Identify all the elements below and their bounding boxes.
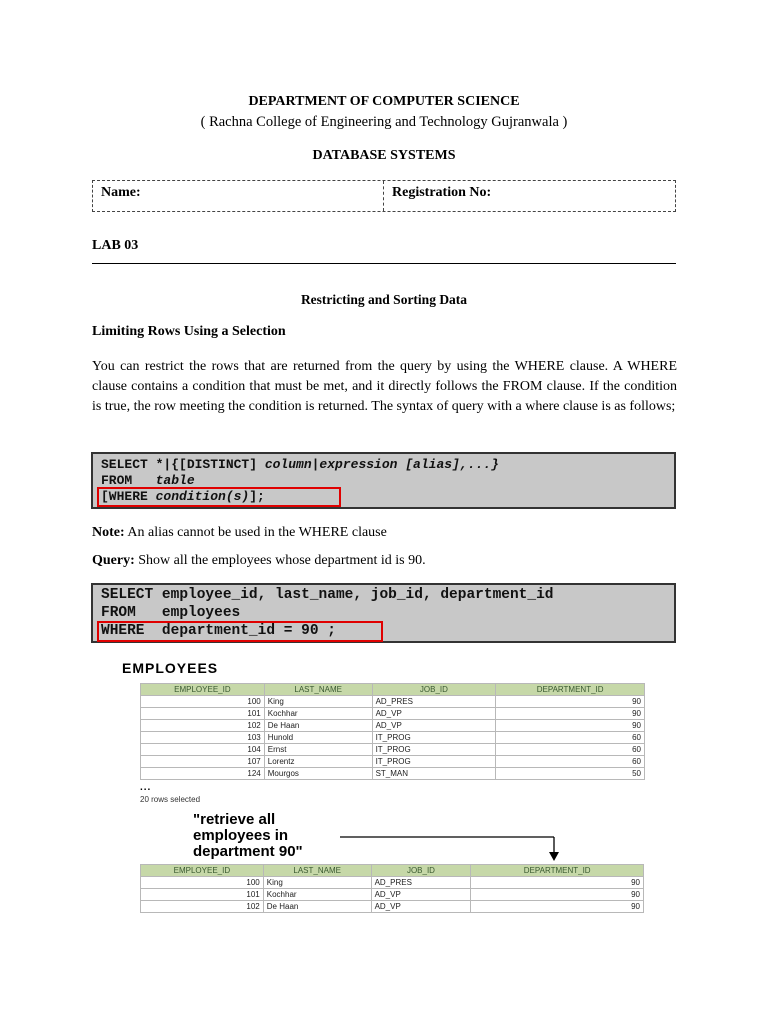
syntax-where: [WHERE: [101, 489, 156, 504]
table-row: [141, 901, 644, 913]
query-label: Query:: [92, 553, 135, 568]
ellipsis-indicator: ...: [140, 782, 152, 793]
cell-last-name: Kochhar: [264, 708, 372, 720]
cell-job-id: IT_PROG: [372, 756, 496, 768]
table-row: [141, 756, 645, 768]
cell-last-name: Ernst: [264, 744, 372, 756]
cell-department-id: 60: [496, 756, 645, 768]
cell-employee-id: 124: [141, 768, 265, 780]
callout-line-3: department 90": [193, 843, 303, 860]
query-end: ;: [318, 623, 336, 639]
cell-department-id: 90: [496, 708, 645, 720]
column-header: EMPLOYEE_ID: [141, 865, 264, 877]
cell-last-name: De Haan: [264, 720, 372, 732]
registration-label: Registration No:: [392, 185, 492, 200]
table-row: [141, 708, 645, 720]
result-table: [140, 864, 644, 913]
callout-line-1: "retrieve all: [193, 811, 276, 828]
cell-employee-id: 101: [141, 889, 264, 901]
syntax-line-1: [101, 457, 499, 472]
column-header: JOB_ID: [372, 684, 496, 696]
cell-job-id: IT_PROG: [372, 744, 496, 756]
cell-job-id: AD_VP: [372, 720, 496, 732]
cell-last-name: Mourgos: [264, 768, 372, 780]
cell-job-id: AD_VP: [372, 708, 496, 720]
callout-line-2: employees in: [193, 827, 289, 844]
cell-employee-id: 104: [141, 744, 265, 756]
cell-last-name: De Haan: [263, 901, 371, 913]
table-header-row: [141, 865, 644, 877]
employees-table-title: EMPLOYEES: [122, 660, 219, 676]
table-row: [141, 768, 645, 780]
query-code-block: [91, 583, 676, 643]
query-line: [92, 553, 426, 569]
cell-department-id: 90: [471, 901, 644, 913]
cell-department-id: 90: [496, 720, 645, 732]
note-label: Note:: [92, 525, 125, 540]
syntax-table: table: [155, 473, 195, 488]
note-text: An alias cannot be used in the WHERE clause: [124, 525, 387, 540]
cell-employee-id: 103: [141, 732, 265, 744]
syntax-select: SELECT *|{[DISTINCT]: [101, 457, 265, 472]
cell-job-id: ST_MAN: [372, 768, 496, 780]
intro-paragraph: You can restrict the rows that are returned from the query by using the WHERE clause. A WHERE clause contains a condition that must be met, and it directly follows the FROM clause. If the condition is true, the row meeting the condition is returned. The syntax of query with a where clause is as follows;: [92, 359, 677, 414]
cell-job-id: AD_PRES: [372, 696, 496, 708]
callout-text: [193, 812, 303, 860]
callout-arrow: [338, 828, 568, 862]
cell-employee-id: 101: [141, 708, 265, 720]
department-heading: DEPARTMENT OF COMPUTER SCIENCE: [248, 94, 520, 109]
cell-last-name: Lorentz: [264, 756, 372, 768]
column-header: DEPARTMENT_ID: [496, 684, 645, 696]
column-header: LAST_NAME: [263, 865, 371, 877]
table-row: [141, 696, 645, 708]
cell-employee-id: 102: [141, 720, 265, 732]
cell-last-name: King: [264, 696, 372, 708]
section-title: Restricting and Sorting Data: [300, 292, 468, 307]
table-row: [141, 889, 644, 901]
syntax-line-2: [101, 473, 195, 488]
name-label: Name:: [101, 185, 141, 200]
lab-rule: [92, 263, 676, 264]
course-title: DATABASE SYSTEMS: [312, 148, 456, 163]
query-where: WHERE department_id = 90: [101, 623, 319, 639]
note-line: [92, 525, 387, 541]
cell-department-id: 60: [496, 744, 645, 756]
column-header: EMPLOYEE_ID: [141, 684, 265, 696]
column-header: LAST_NAME: [264, 684, 372, 696]
syntax-columns: column|expression [alias],...}: [264, 457, 499, 472]
cell-department-id: 90: [496, 696, 645, 708]
table-row: [141, 877, 644, 889]
where-highlight-box: [97, 487, 341, 507]
lab-title: LAB 03: [92, 238, 139, 253]
student-info-box: [92, 180, 676, 212]
cell-last-name: King: [263, 877, 371, 889]
college-name: ( Rachna College of Engineering and Technology Gujranwala ): [200, 114, 568, 130]
table-row: [141, 744, 645, 756]
cell-employee-id: 100: [141, 696, 265, 708]
table-header-row: [141, 684, 645, 696]
cell-job-id: AD_VP: [371, 901, 471, 913]
query-line-2: FROM employees: [101, 605, 241, 621]
rows-selected-text: 20 rows selected: [140, 795, 201, 804]
query-text: Show all the employees whose department id is 90.: [134, 553, 426, 568]
cell-last-name: Hunold: [264, 732, 372, 744]
syntax-end: ];: [249, 489, 265, 504]
cell-employee-id: 107: [141, 756, 265, 768]
table-row: [141, 720, 645, 732]
subheading: Limiting Rows Using a Selection: [92, 324, 286, 339]
cell-department-id: 60: [496, 732, 645, 744]
where-highlight-box: [97, 621, 383, 642]
employees-table: [140, 683, 645, 780]
cell-last-name: Kochhar: [263, 889, 371, 901]
info-divider: [383, 181, 384, 211]
cell-department-id: 90: [471, 889, 644, 901]
cell-department-id: 90: [471, 877, 644, 889]
cell-employee-id: 102: [141, 901, 264, 913]
cell-job-id: AD_VP: [371, 889, 471, 901]
column-header: DEPARTMENT_ID: [471, 865, 644, 877]
cell-employee-id: 100: [141, 877, 264, 889]
syntax-from: FROM: [101, 473, 156, 488]
cell-job-id: IT_PROG: [372, 732, 496, 744]
syntax-condition: condition(s): [155, 489, 250, 504]
table-row: [141, 732, 645, 744]
syntax-code-block: [91, 452, 676, 509]
cell-job-id: AD_PRES: [371, 877, 471, 889]
cell-department-id: 50: [496, 768, 645, 780]
query-line-1: SELECT employee_id, last_name, job_id, department_id: [101, 587, 554, 603]
column-header: JOB_ID: [371, 865, 471, 877]
